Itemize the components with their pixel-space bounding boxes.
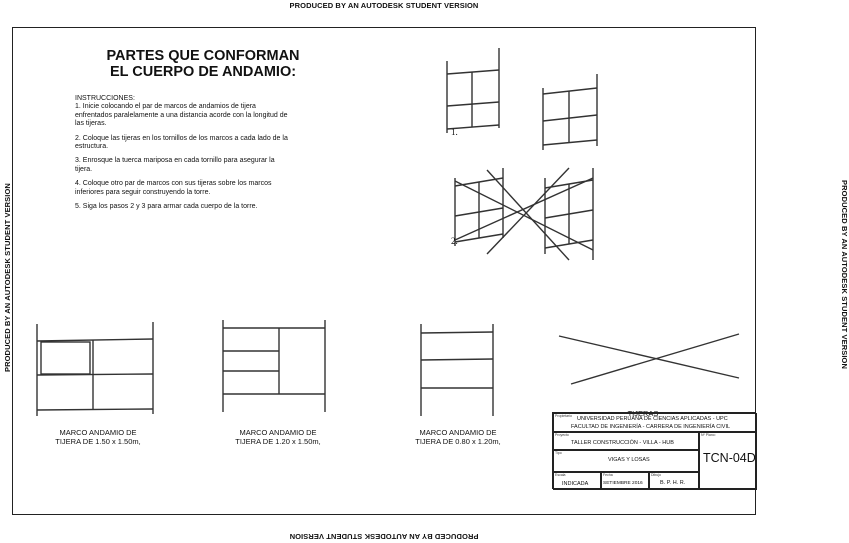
- tb-type-cell: [553, 450, 699, 472]
- step2-braced-frames: [455, 168, 593, 260]
- instruction-step-4: 4. Coloque otro par de marcos con sus tijeras sobre los marcos inferiores para seguir construyendo la torre.: [75, 180, 272, 196]
- tb-scale: INDICADA: [562, 481, 589, 487]
- caption-scissors: TIJERAS: [627, 409, 659, 418]
- frame-120-drawing: [223, 320, 325, 412]
- tb-date-label: Fecha: [603, 473, 613, 477]
- tb-date: SETIEMBRE 2016: [603, 481, 643, 486]
- tb-scale-cell: [553, 472, 601, 490]
- tb-drawn: B. P. H. R.: [660, 480, 686, 486]
- tb-date-cell: [601, 472, 649, 490]
- watermark-bottom: PRODUCED BY AN AUTODESK STUDENT VERSION: [289, 532, 479, 541]
- caption-frame-150-line2: TIJERA DE 1.50 x 1.50m,: [55, 437, 141, 446]
- instructions-heading: INSTRUCCIONES:: [75, 95, 135, 102]
- tb-owner-label: Propietario: [555, 414, 572, 418]
- caption-frame-150-line1: MARCO ANDAMIO DE: [59, 428, 137, 437]
- caption-frame-080-line1: MARCO ANDAMIO DE: [419, 428, 497, 437]
- caption-frame-150: [43, 428, 153, 446]
- caption-frame-120: [223, 428, 333, 446]
- tb-scale-label: Escala: [555, 473, 566, 477]
- watermark-top: PRODUCED BY AN AUTODESK STUDENT VERSION: [289, 1, 479, 10]
- step-label-1: 1.: [451, 127, 458, 137]
- title-block: [552, 412, 756, 489]
- tb-project-label: Proyecto: [555, 433, 569, 437]
- tb-project-cell: [553, 432, 699, 450]
- step1-frame-left: [447, 48, 499, 133]
- caption-frame-080: [403, 428, 513, 446]
- title-line-2: EL CUERPO DE ANDAMIO:: [109, 64, 297, 80]
- title-line-1: PARTES QUE CONFORMAN: [106, 48, 300, 64]
- step-label-2: 2.: [451, 236, 458, 246]
- tb-type: VIGAS Y LOSAS: [608, 457, 650, 463]
- watermark-right: PRODUCED BY AN AUTODESK STUDENT VERSION: [840, 180, 849, 369]
- tb-project: TALLER CONSTRUCCIÓN - VILLA - HUB: [571, 440, 674, 446]
- step1-frame-right: [543, 74, 597, 150]
- frame-150-drawing: [37, 322, 153, 416]
- instruction-step-5: 5. Siga los pasos 2 y 3 para armar cada cuerpo de la torre.: [75, 203, 258, 211]
- instruction-step-1: 1. Inicie colocando el par de marcos de andamios de tijera enfrentados paralelamente a una distancia acorde con la longitud de las tijeras.: [75, 103, 288, 128]
- tb-owner: UNIVERSIDAD PERUANA DE CIENCIAS APLICADAS - UPC: [577, 416, 728, 422]
- tb-drawn-cell: [649, 472, 699, 490]
- tb-faculty: FACULTAD DE INGENIERÍA - CARRERA DE INGENIERÍA CIVIL: [571, 424, 731, 430]
- frame-080-drawing: [421, 324, 493, 416]
- caption-frame-120-line2: TIJERA DE 1.20 x 1.50m,: [235, 437, 321, 446]
- tb-drawn-label: Dibujo: [651, 473, 661, 477]
- tb-type-label: Tipo: [555, 451, 562, 455]
- instruction-step-3: 3. Enrosque la tuerca mariposa en cada tornillo para asegurar la tijera.: [75, 157, 275, 173]
- tb-owner-cell: [553, 413, 757, 432]
- scissors-brace-drawing: [559, 334, 739, 384]
- watermark-left: PRODUCED BY AN AUTODESK STUDENT VERSION: [3, 183, 12, 372]
- caption-frame-120-line1: MARCO ANDAMIO DE: [239, 428, 317, 437]
- tb-plan-label: Nº Plano:: [701, 433, 716, 437]
- caption-frame-080-line2: TIJERA DE 0.80 x 1.20m,: [415, 437, 501, 446]
- tb-plan-number: TCN-04D: [703, 451, 756, 465]
- tb-plan-cell: [699, 432, 757, 490]
- instruction-step-2: 2. Coloque las tijeras en los tornillos de los marcos a cada lado de la estructura.: [75, 134, 288, 151]
